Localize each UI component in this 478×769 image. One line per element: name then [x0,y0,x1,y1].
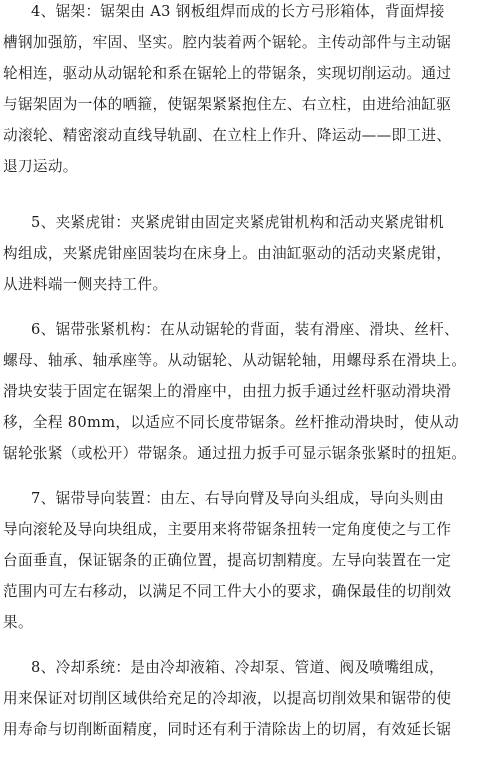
text-line: 6、锯带张紧机构：在从动锯轮的背面，装有滑座、滑块、丝杆、 [31,321,460,338]
text-line: 移，全程 80mm，以适应不同长度带锯条。丝杆推动滑块时，使从动 [3,414,460,431]
text-line: 用来保证对切削区域供给充足的冷却液，以提高切削效果和锯带的使 [3,690,452,707]
text-line: 7、锯带导向装置：由左、右导向臂及导向头组成，导向头则由 [31,490,445,507]
text-line: 台面垂直，保证锯条的正确位置，提高切割精度。左导向装置在一定 [3,552,452,569]
text-line: 螺母、轴承、轴承座等。从动锯轮、从动锯轮轴，用螺母系在滑块上。 [3,352,467,369]
text-line: 构组成，夹紧虎钳座固装均在床身上。由油缸驱动的活动夹紧虎钳， [3,245,452,262]
text-line: 轮相连，驱动从动锯轮和系在锯轮上的带锯条，实现切削运动。通过 [3,65,452,82]
text-line: 范围内可左右移动，以满足不同工件大小的要求，确保最佳的切削效 [3,583,452,600]
text-line: 退刀运动。 [3,158,78,175]
text-line: 导向滚轮及导向块组成，主要用来将带锯条扭转一定角度使之与工作 [3,521,452,538]
text-line: 从进料端一侧夹持工件。 [3,276,168,293]
text-line: 5、夹紧虎钳：夹紧虎钳由固定夹紧虎钳机构和活动夹紧虎钳机 [31,214,445,231]
text-line: 与锯架固为一体的哂箍，使锯架紧紧抱住左、右立柱，由进给油缸驱 [3,96,452,113]
text-line: 8、冷却系统：是由冷却液箱、冷却泵、管道、阀及喷嘴组成， [31,659,445,676]
text-line: 槽钢加强筋，牢固、坚实。腔内装着两个锯轮。主传动部件与主动锯 [3,34,452,51]
text-line: 果。 [3,614,33,631]
text-line: 锯轮张紧（或松开）带锯条。通过扭力扳手可显示锯条张紧时的扭矩。 [3,445,467,462]
text-line: 滑块安装于固定在锯架上的滑座中，由扭力扳手通过丝杆驱动滑块滑 [3,383,452,400]
text-line: 动滚轮、精密滚动直线导轨副、在立柱上作升、降运动——即工进、 [3,127,452,144]
text-line: 用寿命与切削断面精度，同时还有利于清除齿上的切屑，有效延长锯 [3,721,452,738]
text-line: 4、锯架：锯架由 A3 钢板组焊而成的长方弓形箱体，背面焊接 [31,3,445,20]
